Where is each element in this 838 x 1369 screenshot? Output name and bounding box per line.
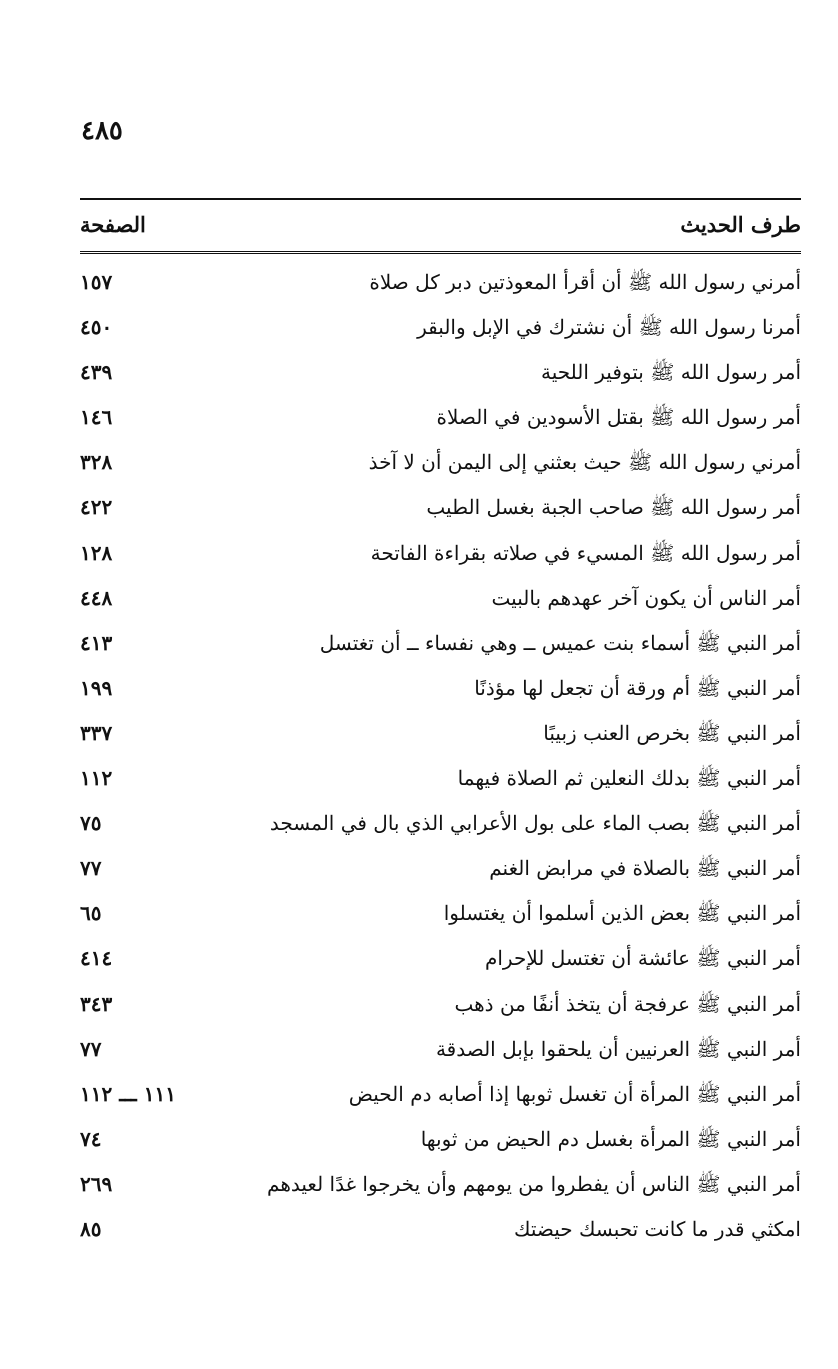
hadith-text: أمر الناس أن يكون آخر عهدهم بالبيت bbox=[491, 585, 801, 610]
hadith-text: أمرنا رسول الله ﷺ أن نشترك في الإبل والبقر bbox=[417, 315, 801, 340]
page-ref: ١١١ ـــ ١١٢ bbox=[80, 1081, 176, 1106]
table-row bbox=[80, 760, 801, 805]
table-row bbox=[80, 489, 801, 534]
hadith-text: أمر النبي ﷺ عرفجة أن يتخذ أنفًا من ذهب bbox=[454, 991, 801, 1016]
table-row bbox=[80, 1211, 801, 1256]
page-ref: ٤٥٠ bbox=[80, 315, 113, 340]
page-ref: ٧٤ bbox=[80, 1126, 102, 1151]
page-ref: ٦٥ bbox=[80, 901, 102, 926]
page-ref: ٤٣٩ bbox=[80, 360, 113, 385]
hadith-text: أمر النبي ﷺ بخرص العنب زبيبًا bbox=[543, 720, 801, 745]
table-row bbox=[80, 1121, 801, 1166]
table-row bbox=[80, 535, 801, 580]
page-ref: ٤١٣ bbox=[80, 630, 113, 655]
page-ref: ٣٤٣ bbox=[80, 991, 113, 1016]
page-ref: ١٢٨ bbox=[80, 540, 113, 565]
table-row bbox=[80, 895, 801, 940]
hadith-text: أمر رسول الله ﷺ المسيء في صلاته بقراءة الفاتحة bbox=[370, 540, 801, 565]
table-row bbox=[80, 986, 801, 1031]
hadith-text: أمر النبي ﷺ الناس أن يفطروا من يومهم وأن يخرجوا غدًا لعيدهم bbox=[267, 1171, 801, 1196]
hadith-text: أمر النبي ﷺ بدلك النعلين ثم الصلاة فيهما bbox=[457, 766, 801, 791]
column-header-hadith: طرف الحديث bbox=[680, 211, 801, 237]
page-ref: ١٤٦ bbox=[80, 405, 113, 430]
page-number: ٤٨٥ bbox=[81, 116, 123, 146]
hadith-text: أمر النبي ﷺ أسماء بنت عميس ــ وهي نفساء ــ أن تغتسل bbox=[319, 630, 801, 655]
page-ref: ٤١٤ bbox=[80, 946, 113, 971]
table-row bbox=[80, 1076, 801, 1121]
page-ref: ٣٣٧ bbox=[80, 720, 113, 745]
table-row bbox=[80, 399, 801, 444]
index-table bbox=[80, 264, 801, 1256]
table-row bbox=[80, 580, 801, 625]
column-header-page: الصفحة bbox=[80, 211, 146, 237]
top-rule bbox=[80, 198, 801, 200]
hadith-text: امكثي قدر ما كانت تحبسك حيضتك bbox=[514, 1216, 801, 1241]
table-row bbox=[80, 715, 801, 760]
page-ref: ١٩٩ bbox=[80, 675, 113, 700]
page-ref: ٣٢٨ bbox=[80, 450, 113, 475]
table-row bbox=[80, 670, 801, 715]
page-ref: ٤٤٨ bbox=[80, 585, 113, 610]
page-ref: ١٥٧ bbox=[80, 270, 113, 294]
table-header bbox=[80, 204, 801, 244]
page-ref: ١١٢ bbox=[80, 766, 113, 791]
table-row bbox=[80, 625, 801, 670]
table-row bbox=[80, 309, 801, 354]
hadith-text: أمر النبي ﷺ المرأة أن تغسل ثوبها إذا أصابه دم الحيض bbox=[348, 1081, 801, 1106]
hadith-text: أمر النبي ﷺ المرأة بغسل دم الحيض من ثوبها bbox=[420, 1126, 801, 1151]
page-ref: ٧٧ bbox=[80, 856, 102, 881]
page-ref: ٨٥ bbox=[80, 1216, 102, 1241]
table-row bbox=[80, 940, 801, 985]
hadith-text: أمر النبي ﷺ عائشة أن تغتسل للإحرام bbox=[484, 946, 801, 971]
table-row bbox=[80, 444, 801, 489]
hadith-text: أمر النبي ﷺ أم ورقة أن تجعل لها مؤذنًا bbox=[474, 675, 801, 700]
page-ref: ٧٧ bbox=[80, 1036, 102, 1061]
hadith-text: أمرني رسول الله ﷺ حيث بعثني إلى اليمن أن لا آخذ bbox=[368, 450, 801, 475]
table-row bbox=[80, 805, 801, 850]
hadith-text: أمرني رسول الله ﷺ أن أقرأ المعوذتين دبر كل صلاة bbox=[369, 270, 801, 294]
page-ref: ٧٥ bbox=[80, 811, 102, 836]
page-ref: ٢٦٩ bbox=[80, 1171, 113, 1196]
page-ref: ٤٢٢ bbox=[80, 495, 113, 520]
hadith-text: أمر النبي ﷺ بعض الذين أسلموا أن يغتسلوا bbox=[443, 901, 801, 926]
hadith-text: أمر رسول الله ﷺ بقتل الأسودين في الصلاة bbox=[436, 405, 801, 430]
table-row bbox=[80, 1166, 801, 1211]
hadith-text: أمر رسول الله ﷺ صاحب الجبة بغسل الطيب bbox=[426, 495, 801, 520]
hadith-text: أمر النبي ﷺ العرنيين أن يلحقوا بإبل الصدقة bbox=[435, 1036, 801, 1061]
header-rule bbox=[80, 251, 801, 257]
hadith-text: أمر النبي ﷺ بصب الماء على بول الأعرابي الذي بال في المسجد bbox=[269, 811, 801, 836]
table-row bbox=[80, 1031, 801, 1076]
table-row bbox=[80, 264, 801, 309]
hadith-text: أمر النبي ﷺ بالصلاة في مرابض الغنم bbox=[489, 856, 801, 881]
hadith-text: أمر رسول الله ﷺ بتوفير اللحية bbox=[540, 360, 801, 385]
table-row bbox=[80, 354, 801, 399]
table-row bbox=[80, 850, 801, 895]
